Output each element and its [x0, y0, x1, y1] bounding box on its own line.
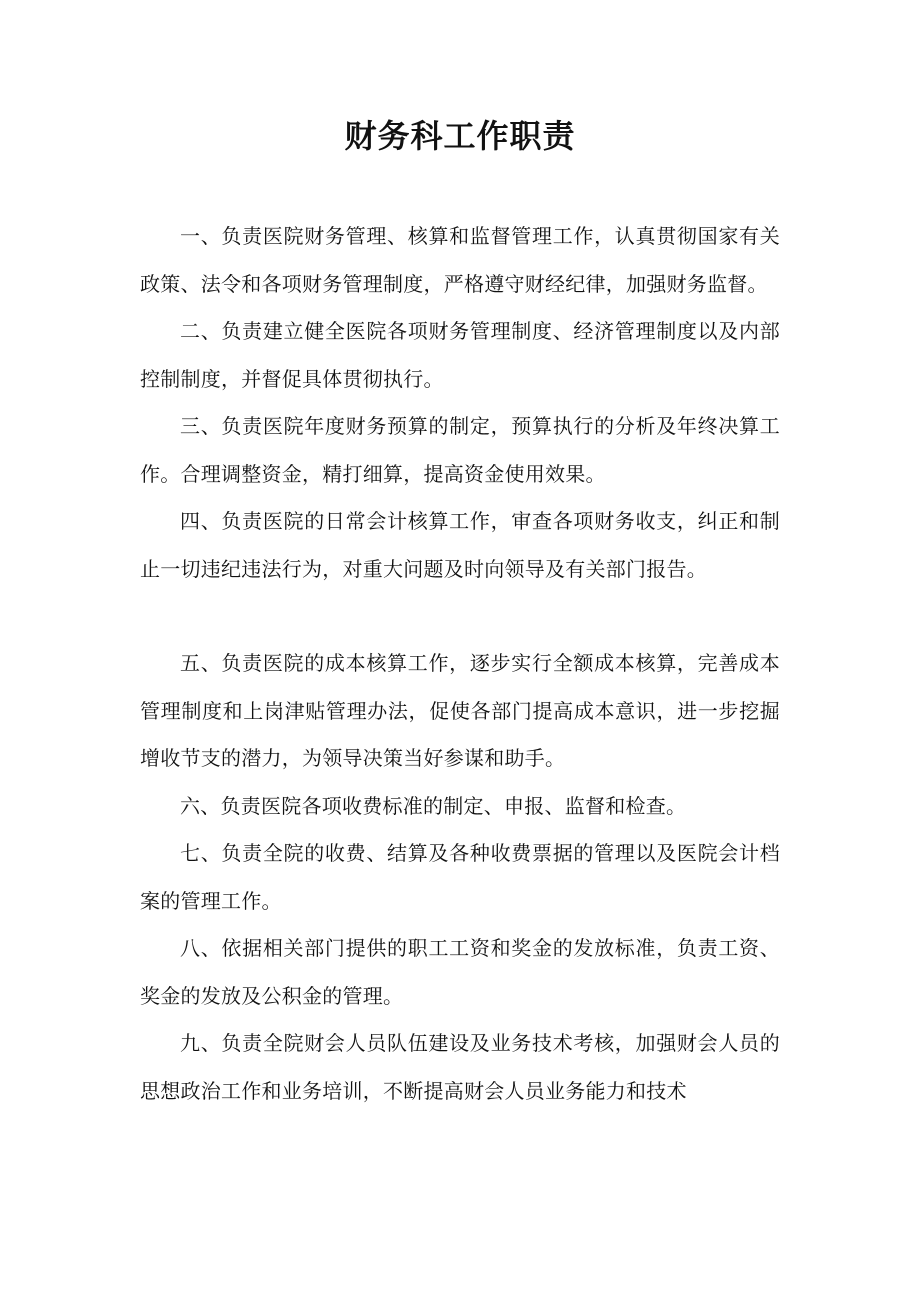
page-title: 财务科工作职责 [344, 117, 576, 155]
paragraph-5: 五、负责医院的成本核算工作，逐步实行全额成本核算，完善成本管理制度和上岗津贴管理办法，促使各部门提高成本意识，进一步挖掘增收节支的潜力，为领导决策当好参谋和助手。 [140, 651, 780, 770]
paragraph-6: 六、负责医院各项收费标准的制定、申报、监督和检查。 [180, 793, 687, 818]
paragraph-2: 二、负责建立健全医院各项财务管理制度、经济管理制度以及内部控制制度，并督促具体贯彻执行。 [140, 319, 780, 391]
paragraph-4: 四、负责医院的日常会计核算工作，审查各项财务收支，纠正和制止一切违纪违法行为，对重大问题及时向领导及有关部门报告。 [140, 509, 780, 581]
paragraph-8: 八、依据相关部门提供的职工工资和奖金的发放标准，负责工资、奖金的发放及公积金的管理。 [140, 936, 780, 1008]
paragraph-1: 一、负责医院财务管理、核算和监督管理工作，认真贯彻国家有关政策、法令和各项财务管理制度，严格遵守财经纪律，加强财务监督。 [140, 224, 780, 296]
paragraph-7: 七、负责全院的收费、结算及各种收费票据的管理以及医院会计档案的管理工作。 [140, 841, 780, 913]
paragraph-3: 三、负责医院年度财务预算的制定，预算执行的分析及年终决算工作。合理调整资金，精打细算，提高资金使用效果。 [140, 414, 780, 486]
document-body [140, 213, 780, 1115]
paragraph-9: 九、负责全院财会人员队伍建设及业务技术考核，加强财会人员的思想政治工作和业务培训，不断提高财会人员业务能力和技术 [140, 1031, 780, 1103]
